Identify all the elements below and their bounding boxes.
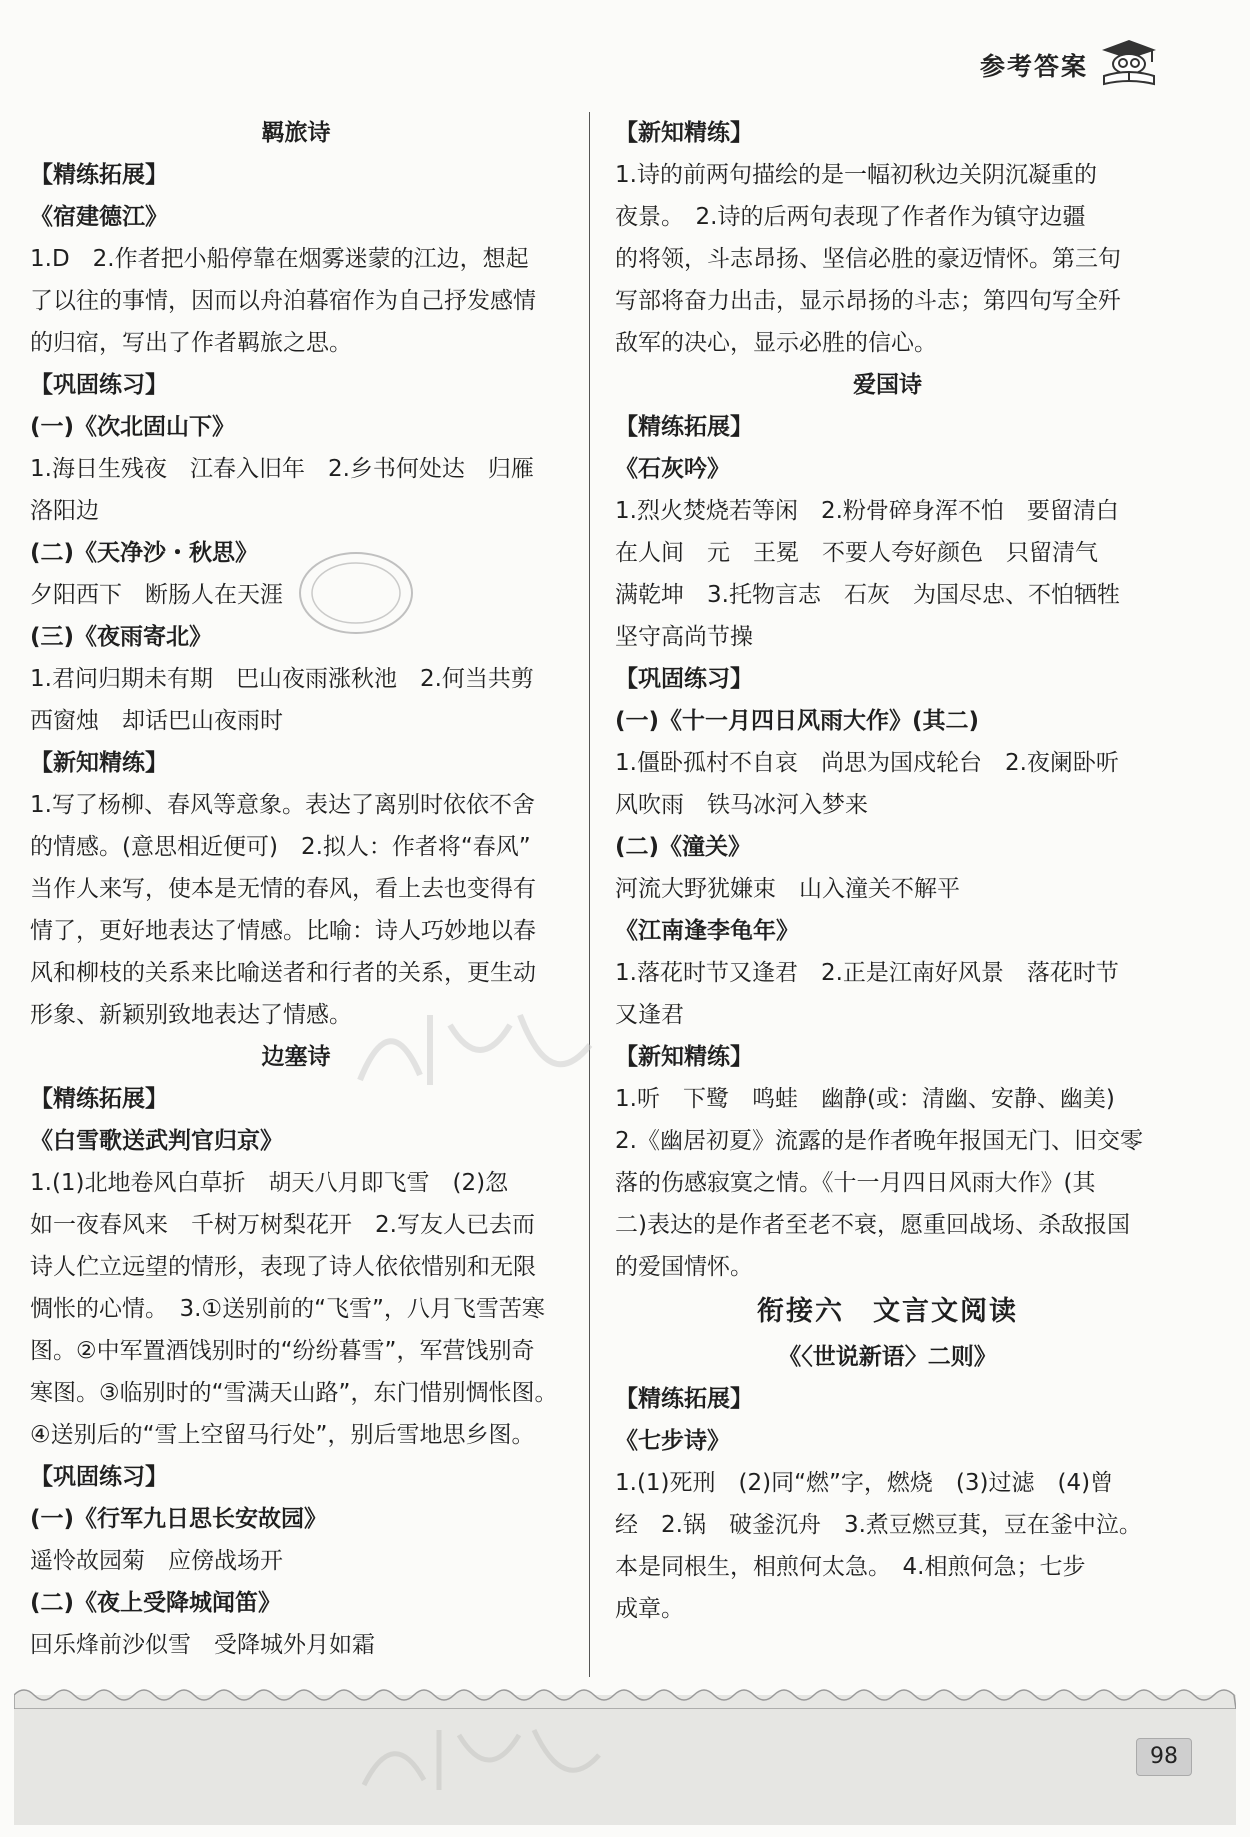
text-line: 【精练拓展】: [30, 162, 168, 188]
text-line: 1.僵卧孤村不自哀 尚思为国戍轮台 2.夜阑卧听: [615, 750, 1119, 776]
text-line: 1.落花时节又逢君 2.正是江南好风景 落花时节: [615, 960, 1119, 986]
text-line: 1.海日生残夜 江春入旧年 2.乡书何处达 归雁: [30, 456, 534, 482]
text-line: 【新知精练】: [615, 120, 753, 146]
header-title: 参考答案: [979, 52, 1088, 81]
student-reading-icon: [1098, 38, 1160, 92]
text-line: 遥怜故园菊 应傍战场开: [30, 1548, 283, 1574]
text-line: 【精练拓展】: [615, 414, 753, 440]
text-line: 【精练拓展】: [615, 1386, 753, 1412]
text-line: 2.《幽居初夏》流露的是作者晚年报国无门、旧交零: [615, 1128, 1143, 1154]
text-line: 敌军的决心，显示必胜的信心。: [615, 330, 937, 356]
text-line: 《〈世说新语〉二则》: [778, 1344, 997, 1370]
text-line: 1.诗的前两句描绘的是一幅初秋边关阴沉凝重的: [615, 162, 1097, 188]
text-line: 的爱国情怀。: [615, 1254, 753, 1280]
text-line: (一)《行军九日思长安故园》: [30, 1506, 328, 1532]
text-line: 1.烈火焚烧若等闲 2.粉骨碎身浑不怕 要留清白: [615, 498, 1119, 524]
text-line: 情了，更好地表达了情感。比喻：诗人巧妙地以春: [30, 918, 536, 944]
text-line: 图。②中军置酒饯别时的“纷纷暮雪”，军营饯别奇: [30, 1338, 535, 1364]
text-line: 夜景。 2.诗的后两句表现了作者作为镇守边疆: [615, 204, 1086, 230]
text-line: (二)《夜上受降城闻笛》: [30, 1590, 282, 1616]
text-line: 1.(1)死刑 (2)同“燃”字，燃烧 (3)过滤 (4)曾: [615, 1470, 1114, 1496]
left-column: [30, 112, 562, 1666]
text-line: 回乐烽前沙似雪 受降城外月如霜: [30, 1632, 375, 1658]
text-line: 《白雪歌送武判官归京》: [30, 1128, 283, 1154]
text-line: 《石灰吟》: [615, 456, 730, 482]
text-line: 《七步诗》: [615, 1428, 730, 1454]
text-line: 形象、新颖别致地表达了情感。: [30, 1002, 352, 1028]
text-line: (一)《次北固山下》: [30, 414, 236, 440]
text-line: 落的伤感寂寞之情。《十一月四日风雨大作》(其: [615, 1170, 1096, 1196]
text-line: 经 2.锅 破釜沉舟 3.煮豆燃豆萁，豆在釜中泣。: [615, 1512, 1142, 1538]
text-line: 当作人来写，使本是无情的春风，看上去也变得有: [30, 876, 536, 902]
page-header: [980, 38, 1160, 92]
text-line: 夕阳西下 断肠人在天涯: [30, 582, 283, 608]
column-divider: [589, 112, 590, 1677]
text-line: (一)《十一月四日风雨大作》(其二): [615, 708, 980, 734]
text-line: 二)表达的是作者至老不衰，愿重回战场、杀敌报国: [615, 1212, 1130, 1238]
text-line: 边塞诗: [261, 1044, 331, 1070]
text-line: 写部将奋力出击，显示昂扬的斗志；第四句写全歼: [615, 288, 1121, 314]
text-line: 的将领，斗志昂扬、坚信必胜的豪迈情怀。第三句: [615, 246, 1121, 272]
text-line: 1.(1)北地卷风白草折 胡天八月即飞雪 (2)忽: [30, 1170, 509, 1196]
text-line: 洛阳边: [30, 498, 99, 524]
text-line: 诗人伫立远望的情形，表现了诗人依依惜别和无限: [30, 1254, 536, 1280]
text-line: 坚守高尚节操: [615, 624, 753, 650]
text-line: 爱国诗: [853, 372, 922, 398]
text-line: 《江南逢李龟年》: [615, 918, 799, 944]
text-line: 西窗烛 却话巴山夜雨时: [30, 708, 283, 734]
text-line: 羁旅诗: [261, 120, 331, 146]
text-line: 寒图。③临别时的“雪满天山路”，东门惜别惆怅图。: [30, 1380, 558, 1406]
footer-watermark: [354, 1715, 614, 1795]
text-line: 成章。: [615, 1596, 684, 1622]
text-line: ④送别后的“雪上空留马行处”，别后雪地思乡图。: [30, 1422, 535, 1448]
text-line: 1.D 2.作者把小船停靠在烟雾迷蒙的江边，想起: [30, 246, 529, 272]
text-line: 【新知精练】: [30, 750, 168, 776]
text-line: 的情感。(意思相近便可) 2.拟人：作者将“春风”: [30, 834, 531, 860]
text-line: 《宿建德江》: [30, 204, 168, 230]
text-line: (三)《夜雨寄北》: [30, 624, 213, 650]
footer-band: [14, 1695, 1236, 1825]
page-number: 98: [1136, 1738, 1192, 1776]
text-line: 【新知精练】: [615, 1044, 753, 1070]
right-column: [615, 112, 1160, 1630]
text-line: 了以往的事情，因而以舟泊暮宿作为自己抒发感情: [30, 288, 536, 314]
text-line: 1.写了杨柳、春风等意象。表达了离别时依依不舍: [30, 792, 535, 818]
text-line: 风和柳枝的关系来比喻送者和行者的关系，更生动: [30, 960, 536, 986]
text-line: 满乾坤 3.托物言志 石灰 为国尽忠、不怕牺牲: [615, 582, 1120, 608]
text-line: 【巩固练习】: [615, 666, 753, 692]
text-line: 1.听 下鹭 鸣蛙 幽静(或：清幽、安静、幽美): [615, 1086, 1115, 1112]
text-line: 风吹雨 铁马冰河入梦来: [615, 792, 868, 818]
text-line: 的归宿，写出了作者羁旅之思。: [30, 330, 352, 356]
text-line: 【精练拓展】: [30, 1086, 168, 1112]
text-line: 【巩固练习】: [30, 372, 168, 398]
text-line: (二)《潼关》: [615, 834, 752, 860]
text-line: 惆怅的心情。 3.①送别前的“飞雪”，八月飞雪苦寒: [30, 1296, 545, 1322]
text-line: (二)《天净沙・秋思》: [30, 540, 259, 566]
text-line: 1.君问归期未有期 巴山夜雨涨秋池 2.何当共剪: [30, 666, 534, 692]
text-line: 衔接六 文言文阅读: [757, 1296, 1018, 1327]
text-line: 【巩固练习】: [30, 1464, 168, 1490]
text-line: 如一夜春风来 千树万树梨花开 2.写友人已去而: [30, 1212, 535, 1238]
text-line: 河流大野犹嫌束 山入潼关不解平: [615, 876, 960, 902]
text-line: 本是同根生，相煎何太急。 4.相煎何急；七步: [615, 1554, 1086, 1580]
text-line: 又逢君: [615, 1002, 684, 1028]
text-line: 在人间 元 王冕 不要人夸好颜色 只留清气: [615, 540, 1098, 566]
